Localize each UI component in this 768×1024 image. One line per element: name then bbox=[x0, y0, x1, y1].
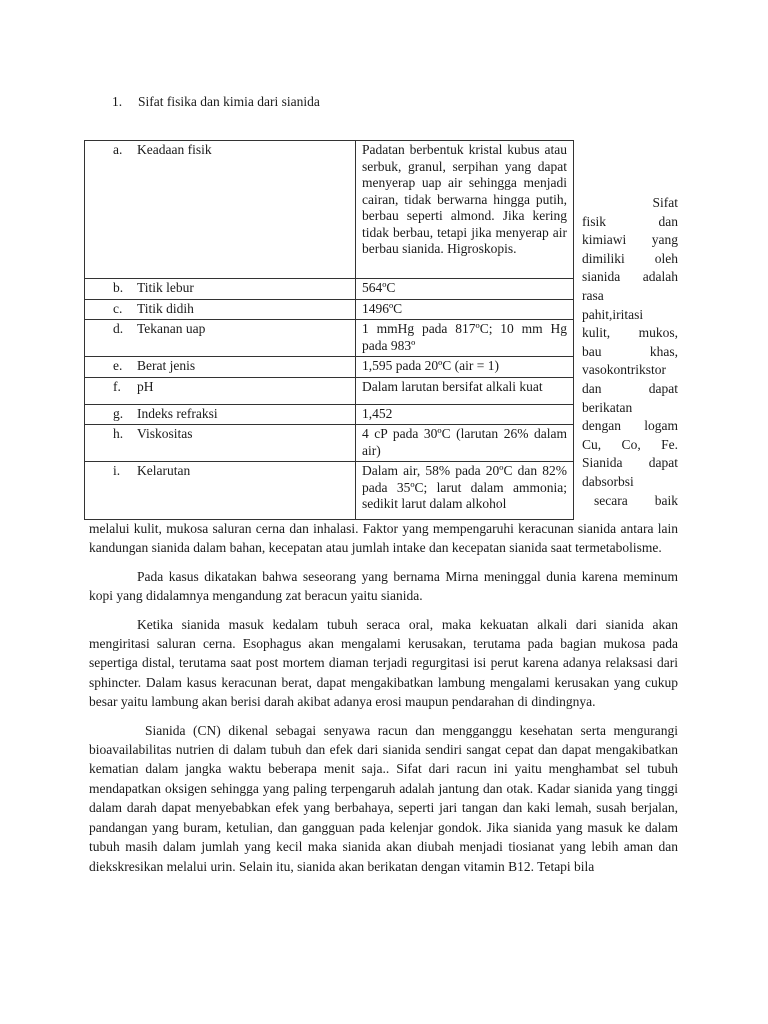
property-label-cell bbox=[85, 462, 356, 520]
body-text bbox=[89, 519, 678, 876]
property-value: Dalam larutan bersifat alkali kuat bbox=[356, 377, 574, 404]
table-row bbox=[85, 141, 574, 279]
property-label: Keadaan fisik bbox=[137, 142, 212, 157]
row-letter: c. bbox=[113, 300, 123, 316]
section-heading bbox=[112, 94, 320, 110]
property-label: pH bbox=[137, 378, 154, 394]
property-value: 564ºC bbox=[356, 279, 574, 300]
side-line: dabsorbsi bbox=[582, 473, 634, 489]
property-label-cell bbox=[85, 404, 356, 425]
row-letter: e. bbox=[113, 358, 123, 373]
property-label: Kelarutan bbox=[137, 463, 191, 478]
table-row bbox=[85, 377, 574, 404]
table-row bbox=[85, 320, 574, 357]
property-value: 1496ºC bbox=[356, 299, 574, 320]
row-letter: a. bbox=[113, 142, 123, 157]
side-line: berikatan bbox=[582, 399, 633, 415]
paragraph: melalui kulit, mukosa saluran cerna dan inhalasi. Faktor yang mempengaruhi keracunan sianida antara lain kandungan sianida dalam bahan, kecepatan atau jumlah intake dan kecepatan sianida saat termetabolisme. bbox=[89, 521, 678, 556]
section-number: 1. bbox=[112, 94, 123, 109]
properties-table bbox=[84, 140, 574, 520]
property-label: Titik lebur bbox=[137, 280, 194, 295]
side-line: rasa bbox=[582, 287, 604, 303]
table-row bbox=[85, 462, 574, 520]
paragraph: Pada kasus dikatakan bahwa seseorang yang bernama Mirna meninggal dunia karena meminum kopi yang didalamnya mengandung zat beracun yaitu sianida. bbox=[89, 568, 678, 604]
property-value: Padatan berbentuk kristal kubus atau serbuk, granul, serpihan yang dapat menyerap uap air sehingga menjadi cairan, tidak berwarna hingga putih, berbau seperti almond. Jika kering tidak berbau, tetapi jika menyerap air berbau sianida. Higroskopis. bbox=[356, 141, 574, 279]
property-value: 1,595 pada 20ºC (air = 1) bbox=[356, 357, 574, 378]
table-row bbox=[85, 299, 574, 320]
side-line: fisik dan bbox=[582, 213, 678, 229]
side-column-text bbox=[582, 194, 678, 510]
side-line: Sianida dapat bbox=[582, 455, 678, 471]
side-line: dengan logam bbox=[582, 418, 678, 434]
property-label-cell bbox=[85, 357, 356, 378]
table-row bbox=[85, 404, 574, 425]
row-letter: g. bbox=[113, 405, 124, 421]
side-line: vasokontrikstor bbox=[582, 362, 666, 378]
side-line: bau khas, bbox=[582, 343, 678, 359]
property-value: 1,452 bbox=[356, 404, 574, 425]
side-line: Cu, Co, Fe. bbox=[582, 436, 678, 452]
paragraph: Ketika sianida masuk kedalam tubuh seraca oral, maka kekuatan alkali dari sianida akan mengiritasi saluran cerna. Esophagus akan mengalami kerusakan, terutama pada bagian mukosa pada sepertiga distal, terutama saat post mortem diaman terjadi regurgitasi isi perut karena adanya relaksasi dari sphincter. Dalam kasus keracunan berat, dapat mengakibatkan lambung mengalami kerusakan yang cukup besar yaitu lambung akan berisi darah akibat adanya erosi maupun pendarahan di dindingnya. bbox=[89, 616, 678, 710]
row-letter: b. bbox=[113, 280, 124, 295]
property-value: 4 cP pada 30ºC (larutan 26% dalam air) bbox=[356, 425, 574, 462]
property-label-cell bbox=[85, 299, 356, 320]
row-letter: d. bbox=[113, 321, 124, 336]
side-line: Sifat bbox=[652, 195, 678, 210]
table-row bbox=[85, 357, 574, 378]
property-label-cell bbox=[85, 377, 356, 404]
row-letter: h. bbox=[113, 426, 124, 441]
side-line: kulit, mukos, bbox=[582, 325, 678, 341]
side-line: sianida adalah bbox=[582, 269, 678, 285]
property-label: Berat jenis bbox=[137, 358, 196, 373]
section-title: Sifat fisika dan kimia dari sianida bbox=[138, 94, 320, 109]
property-label-cell bbox=[85, 425, 356, 462]
paragraph: Sianida (CN) dikenal sebagai senyawa racun dan mengganggu kesehatan serta mengurangi bioavailabilitas nutrien di dalam tubuh dan efek dari sianida sendiri sangat cepat dan dapat mengakibatkan kematian dalam jangka waktu beberapa menit saja.. Sifat dari racun ini yaitu menghambat sel tubuh mendapatkan oksigen sehingga yang paling terpengaruh adalah jantung dan otak. Kadar sianida yang tinggi dalam darah dapat menyebabkan efek yang berbahaya, seperti jari tangan dan kaki lemah, susah berjalan, pandangan yang buram, ketulian, dan gangguan pada kelenjar gondok. Jika sianida yang masuk ke dalam tubuh masih dalam jumlah yang kecil maka sianida akan diubah menjadi tiosianat yang lebih aman dan diekskresikan melalui urin. Selain itu, sianida akan berikatan dengan vitamin B12. Tetapi bila bbox=[89, 722, 678, 874]
side-line: pahit,iritasi bbox=[582, 306, 644, 322]
property-label-cell bbox=[85, 141, 356, 279]
property-label-cell bbox=[85, 320, 356, 357]
side-line: secara baik bbox=[594, 492, 678, 508]
property-label: Indeks refraksi bbox=[137, 405, 218, 421]
property-label: Viskositas bbox=[137, 426, 193, 441]
property-value: 1 mmHg pada 817ºC; 10 mm Hg pada 983º bbox=[356, 320, 574, 357]
property-label: Tekanan uap bbox=[137, 321, 206, 336]
side-line: dan dapat bbox=[582, 380, 678, 396]
table-row bbox=[85, 425, 574, 462]
property-label-cell bbox=[85, 279, 356, 300]
table-row bbox=[85, 279, 574, 300]
property-value: Dalam air, 58% pada 20ºC dan 82% pada 35ºC; larut dalam ammonia; sedikit larut dalam alkohol bbox=[356, 462, 574, 520]
side-line: kimiawi yang bbox=[582, 232, 678, 248]
side-line: dimiliki oleh bbox=[582, 250, 678, 266]
row-letter: f. bbox=[113, 378, 121, 394]
row-letter: i. bbox=[113, 463, 121, 478]
property-label: Titik didih bbox=[137, 300, 194, 316]
